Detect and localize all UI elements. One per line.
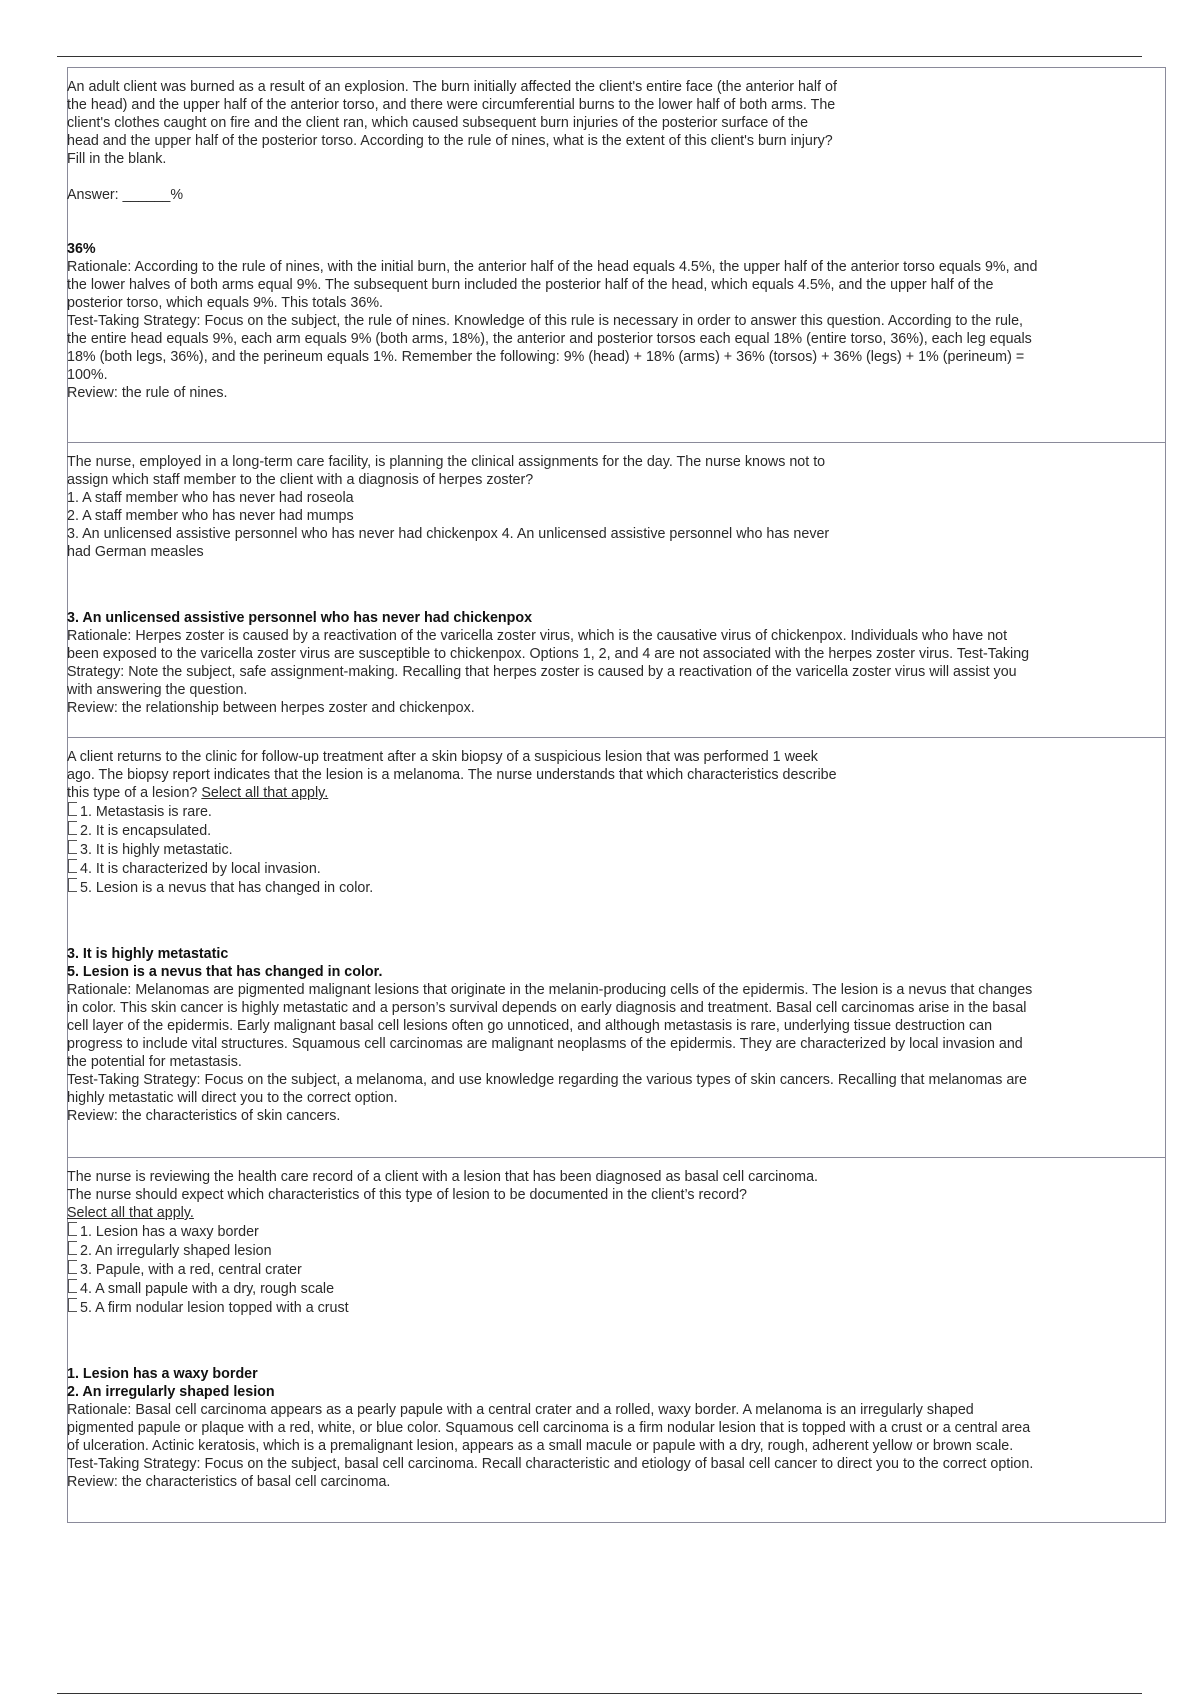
- stem-line: assign which staff member to the client with a diagnosis of herpes zoster?: [67, 472, 534, 488]
- correct-answer: 1. Lesion has a waxy border: [67, 1366, 258, 1382]
- answer-block: [68, 240, 1165, 402]
- rationale-line: posterior torso, which equals 9%. This totals 36%.: [67, 295, 384, 311]
- rationale-line: Review: the characteristics of skin cancers.: [67, 1108, 341, 1124]
- option-item[interactable]: [68, 802, 948, 821]
- option-item[interactable]: [68, 1298, 948, 1317]
- rationale-line: Test-Taking Strategy: Focus on the subject, a melanoma, and use knowledge regarding the various types of skin cancers. Recalling that melanomas are: [67, 1072, 1027, 1088]
- option-line: had German measles: [67, 544, 204, 560]
- rationale-line: Rationale: Herpes zoster is caused by a reactivation of the varicella zoster virus, which is the causative virus of chickenpox. Individuals who have not: [67, 628, 1008, 644]
- top-rule: [57, 56, 1142, 57]
- option-label: 3. It is highly metastatic.: [80, 842, 233, 858]
- question-card-1: [67, 67, 1166, 443]
- answer-block: [68, 609, 1165, 717]
- checkbox-icon[interactable]: [68, 1279, 77, 1293]
- checkbox-icon[interactable]: [68, 1260, 77, 1274]
- stem-line: ago. The biopsy report indicates that the lesion is a melanoma. The nurse understands that which characteristics describe: [67, 767, 837, 783]
- option-label: 1. Metastasis is rare.: [80, 804, 212, 820]
- rationale-line: 18% (both legs, 36%), and the perineum equals 1%. Remember the following: 9% (head) + 18% (arms) + 36% (torsos) + 36% (legs) + 1% (perineum) =: [67, 349, 1025, 365]
- option-item[interactable]: [68, 1279, 948, 1298]
- option-item[interactable]: [68, 878, 948, 897]
- option-item[interactable]: [68, 859, 948, 878]
- option-label: 3. Papule, with a red, central crater: [80, 1262, 302, 1278]
- question-stem: [68, 443, 948, 561]
- option-label: 5. Lesion is a nevus that has changed in color.: [80, 880, 374, 896]
- option-item[interactable]: [68, 1241, 948, 1260]
- correct-answer: 36%: [67, 241, 96, 257]
- checkbox-icon[interactable]: [68, 1298, 77, 1312]
- rationale-line: the potential for metastasis.: [67, 1054, 242, 1070]
- option-item[interactable]: [68, 821, 948, 840]
- correct-answer: 5. Lesion is a nevus that has changed in color.: [67, 964, 383, 980]
- option-item[interactable]: [68, 1260, 948, 1279]
- option-item[interactable]: [68, 840, 948, 859]
- checkbox-icon[interactable]: [68, 878, 77, 892]
- stem-line: head and the upper half of the posterior torso. According to the rule of nines, what is the extent of this client's burn injury?: [67, 133, 833, 149]
- checkbox-icon[interactable]: [68, 859, 77, 873]
- rationale-line: Review: the rule of nines.: [67, 385, 228, 401]
- option-label: 1. Lesion has a waxy border: [80, 1224, 259, 1240]
- stem-line: The nurse is reviewing the health care record of a client with a lesion that has been diagnosed as basal cell carcinoma.: [67, 1169, 819, 1185]
- option-label: 4. A small papule with a dry, rough scale: [80, 1281, 335, 1297]
- rationale-line: Rationale: Melanomas are pigmented malignant lesions that originate in the melanin-producing cells of the epidermis. The lesion is a nevus that changes: [67, 982, 1033, 998]
- option-line: 3. An unlicensed assistive personnel who has never had chickenpox 4. An unlicensed assistive personnel who has never: [67, 526, 830, 542]
- checkbox-icon[interactable]: [68, 1241, 77, 1255]
- correct-answer: 3. It is highly metastatic: [67, 946, 229, 962]
- option-line: 1. A staff member who has never had roseola: [67, 490, 354, 506]
- checkbox-icon[interactable]: [68, 840, 77, 854]
- stem-line: client's clothes caught on fire and the client ran, which caused subsequent burn injuries of the posterior surface of the: [67, 115, 809, 131]
- rationale-line: the entire head equals 9%, each arm equals 9% (both arms, 18%), the anterior and posterior torsos each equal 18% (entire torso, 36%), each leg equals: [67, 331, 1032, 347]
- correct-answer: 3. An unlicensed assistive personnel who has never had chickenpox: [67, 610, 533, 626]
- checkbox-icon[interactable]: [68, 821, 77, 835]
- stem-line: The nurse, employed in a long-term care facility, is planning the clinical assignments for the day. The nurse knows not to: [67, 454, 826, 470]
- rationale-line: the lower halves of both arms equal 9%. The subsequent burn included the posterior half of the head, which equals 4.5%, and the upper half of the: [67, 277, 994, 293]
- question-card-3: [67, 737, 1166, 1158]
- rationale-line: pigmented papule or plaque with a red, white, or blue color. Squamous cell carcinoma is a firm nodular lesion that is topped with a crust or a central area: [67, 1420, 1031, 1436]
- option-label: 4. It is characterized by local invasion.: [80, 861, 321, 877]
- checkbox-icon[interactable]: [68, 1222, 77, 1236]
- rationale-line: with answering the question.: [67, 682, 248, 698]
- rationale-line: Review: the characteristics of basal cell carcinoma.: [67, 1474, 391, 1490]
- option-label: 5. A firm nodular lesion topped with a crust: [80, 1300, 349, 1316]
- option-line: 2. A staff member who has never had mumps: [67, 508, 354, 524]
- rationale-line: been exposed to the varicella zoster virus are susceptible to chickenpox. Options 1, 2, and 4 are not associated with the herpes zoster virus. Test-Taking: [67, 646, 1030, 662]
- question-stem: [68, 68, 948, 204]
- answer-block: [68, 945, 1165, 1125]
- stem-line: The nurse should expect which characteristics of this type of lesion to be documented in the client’s record?: [67, 1187, 748, 1203]
- stem-line: [67, 784, 948, 802]
- rationale-line: Test-Taking Strategy: Focus on the subject, basal cell carcinoma. Recall characteristic and etiology of basal cell cancer to direct you to the correct option.: [67, 1456, 1034, 1472]
- rationale-line: Test-Taking Strategy: Focus on the subject, the rule of nines. Knowledge of this rule is necessary in order to answer this question. According to the rule,: [67, 313, 1024, 329]
- rationale-line: Rationale: Basal cell carcinoma appears as a pearly papule with a central crater and a rolled, waxy border. A melanoma is an irregularly shaped: [67, 1402, 974, 1418]
- select-all-instruction: Select all that apply.: [201, 785, 329, 801]
- stem-text: this type of a lesion?: [67, 785, 202, 801]
- question-card-4: [67, 1157, 1166, 1523]
- option-label: 2. An irregularly shaped lesion: [80, 1243, 272, 1259]
- select-all-instruction: Select all that apply.: [67, 1205, 194, 1221]
- correct-answer: 2. An irregularly shaped lesion: [67, 1384, 275, 1400]
- stem-line: Fill in the blank.: [67, 151, 167, 167]
- question-stem: [68, 738, 948, 897]
- checkbox-icon[interactable]: [68, 802, 77, 816]
- rationale-line: progress to include vital structures. Squamous cell carcinomas are malignant neoplasms of the epidermis. They are characterized by local invasion and: [67, 1036, 1023, 1052]
- option-item[interactable]: [68, 1222, 948, 1241]
- rationale-line: Rationale: According to the rule of nines, with the initial burn, the anterior half of the head equals 4.5%, the upper half of the anterior torso equals 9%, and: [67, 259, 1038, 275]
- rationale-line: Strategy: Note the subject, safe assignment-making. Recalling that herpes zoster is caused by a reactivation of the varicella zoster virus will assist you: [67, 664, 1017, 680]
- rationale-line: Review: the relationship between herpes zoster and chickenpox.: [67, 700, 475, 716]
- bottom-rule: [57, 1693, 1142, 1694]
- rationale-line: cell layer of the epidermis. Early malignant basal cell lesions often go unnoticed, and although metastasis is rare, underlying tissue destruction can: [67, 1018, 993, 1034]
- stem-line: A client returns to the clinic for follow-up treatment after a skin biopsy of a suspicious lesion that was performed 1 week: [67, 749, 818, 765]
- stem-line: An adult client was burned as a result of an explosion. The burn initially affected the client's entire face (the anterior half of: [67, 79, 837, 95]
- rationale-line: in color. This skin cancer is highly metastatic and a person’s survival depends on early diagnosis and treatment. Basal cell carcinomas arise in the basal: [67, 1000, 1027, 1016]
- rationale-line: highly metastatic will direct you to the correct option.: [67, 1090, 398, 1106]
- answer-block: [68, 1365, 1165, 1491]
- question-card-2: [67, 442, 1166, 738]
- question-stem: [68, 1158, 948, 1317]
- rationale-line: of ulceration. Actinic keratosis, which is a premalignant lesion, appears as a small macule or papule with a dry, rough, adherent yellow or brown scale.: [67, 1438, 1014, 1454]
- rationale-line: 100%.: [67, 367, 108, 383]
- stem-line: the head) and the upper half of the anterior torso, and there were circumferential burns to the lower half of both arms. The: [67, 97, 836, 113]
- answer-prompt: Answer: ______%: [67, 187, 184, 203]
- option-label: 2. It is encapsulated.: [80, 823, 212, 839]
